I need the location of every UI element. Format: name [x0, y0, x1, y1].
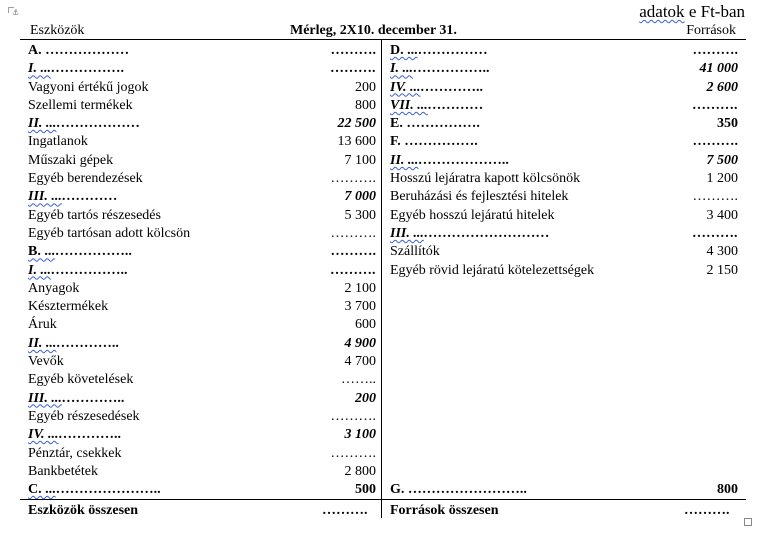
table-top-rule	[20, 39, 746, 40]
row-value: ……….	[692, 134, 738, 150]
row-roman-numeral: II. ...	[28, 335, 57, 351]
row-roman-numeral: I. ...	[390, 61, 413, 77]
liabilities-column	[390, 42, 738, 499]
row-label-text: ……………..	[412, 61, 490, 77]
row-label-text: Műszaki gépek	[28, 152, 114, 168]
row-value: ……….	[330, 445, 376, 461]
row-label-text: Egyéb rövid lejáratú kötelezettségek	[390, 262, 595, 278]
liability-row	[390, 353, 738, 371]
row-label	[390, 97, 484, 115]
assets-column	[28, 42, 376, 499]
row-label	[390, 262, 594, 280]
row-label	[390, 481, 527, 499]
liability-row	[390, 133, 738, 151]
row-value: 3 400	[706, 207, 738, 223]
row-value: 200	[355, 79, 376, 95]
liability-row	[390, 371, 738, 389]
row-label-text: ……………	[417, 43, 488, 58]
row-value: 1 200	[706, 171, 738, 187]
asset-row	[28, 371, 376, 389]
row-label-text: …………..	[420, 79, 484, 95]
row-roman-numeral: II. ...	[28, 116, 57, 132]
row-label-text: E. …………….	[390, 116, 480, 132]
row-value: 5 300	[344, 207, 376, 223]
row-roman-numeral: C. ...	[28, 482, 56, 498]
asset-row	[28, 170, 376, 188]
assets-total-value: ……….	[322, 503, 368, 518]
row-value: ……….	[330, 43, 376, 58]
row-value: 800	[717, 482, 738, 498]
row-label-text: G. ……………………..	[390, 482, 527, 498]
row-roman-numeral: III. ...	[390, 225, 424, 241]
liability-row	[390, 335, 738, 353]
row-value: ……….	[330, 225, 376, 241]
liability-row	[390, 152, 738, 170]
row-label-text: …………..	[58, 427, 122, 443]
row-label	[390, 207, 554, 225]
row-label	[390, 243, 440, 261]
row-label	[390, 188, 568, 206]
liability-row	[390, 225, 738, 243]
row-label-text: A. ………………	[28, 43, 130, 58]
row-roman-numeral: B. ...	[28, 244, 55, 260]
row-value: ……….	[692, 43, 738, 58]
units-note	[639, 2, 745, 22]
row-label	[28, 60, 124, 78]
row-label	[28, 390, 125, 408]
liability-row	[390, 79, 738, 97]
row-label-text: Egyéb berendezések	[28, 171, 143, 187]
row-value: 22 500	[337, 116, 376, 132]
asset-row	[28, 60, 376, 78]
liability-row	[390, 207, 738, 225]
liability-row	[390, 262, 738, 280]
row-label-text: Szállítók	[390, 244, 440, 260]
asset-row	[28, 42, 376, 60]
liability-row	[390, 115, 738, 133]
row-label	[390, 225, 550, 243]
row-roman-numeral: I. ...	[28, 61, 51, 77]
asset-row	[28, 262, 376, 280]
row-label-text: ……………..	[50, 262, 128, 278]
row-label-text: Áruk	[28, 317, 57, 333]
row-label-text: ……………..	[54, 244, 132, 260]
row-value: 500	[355, 482, 376, 498]
row-roman-numeral: III. ...	[28, 390, 62, 406]
row-value: 3 100	[344, 427, 376, 443]
asset-row	[28, 188, 376, 206]
row-roman-numeral: D. ...	[390, 43, 418, 58]
units-word-spellcheck: adatok	[639, 2, 685, 21]
assets-heading: Eszközök	[30, 23, 85, 38]
row-label-text: Pénztár, csekkek	[28, 445, 122, 461]
asset-row	[28, 316, 376, 334]
row-label-text: Szellemi termékek	[28, 97, 133, 113]
liabilities-heading: Források	[686, 23, 736, 38]
row-value: 4 700	[344, 354, 376, 370]
row-label-text: Ingatlanok	[28, 134, 88, 150]
liabilities-total-label: Források összesen	[390, 503, 499, 518]
asset-row	[28, 97, 376, 115]
row-label	[390, 79, 483, 97]
row-label	[28, 298, 108, 316]
row-label	[28, 97, 133, 115]
row-value: ……….	[692, 225, 738, 241]
asset-row	[28, 408, 376, 426]
row-label	[28, 42, 129, 60]
row-value: 350	[717, 116, 738, 132]
asset-row	[28, 280, 376, 298]
asset-row	[28, 426, 376, 444]
row-value: ……….	[330, 171, 376, 187]
liability-row	[390, 243, 738, 261]
row-value: ……….	[330, 61, 376, 77]
row-value: ……….	[330, 244, 376, 260]
row-label	[28, 335, 119, 353]
liability-row	[390, 481, 738, 499]
row-value: 7 000	[344, 189, 376, 205]
row-label	[28, 152, 113, 170]
liability-row	[390, 463, 738, 481]
row-label-text: Késztermékek	[28, 299, 109, 315]
asset-row	[28, 353, 376, 371]
row-label-text: …………	[427, 97, 484, 113]
asset-row	[28, 225, 376, 243]
row-label	[28, 262, 128, 280]
row-label	[28, 243, 132, 261]
asset-row	[28, 390, 376, 408]
row-label	[28, 133, 88, 151]
row-label-text: Vagyoni értékű jogok	[28, 79, 149, 95]
row-label	[28, 170, 143, 188]
row-label	[28, 79, 149, 97]
asset-row	[28, 335, 376, 353]
asset-row	[28, 481, 376, 499]
row-label-text: Egyéb részesedések	[28, 408, 140, 424]
row-label	[28, 408, 140, 426]
row-label	[390, 115, 480, 133]
row-label-text: F. …………….	[390, 134, 478, 150]
liability-row	[390, 426, 738, 444]
liability-row	[390, 316, 738, 334]
row-label-text: …………	[61, 189, 118, 205]
liability-row	[390, 97, 738, 115]
liability-row	[390, 390, 738, 408]
row-label-text: Egyéb tartós részesedés	[28, 207, 161, 223]
row-label	[28, 280, 79, 298]
row-label	[28, 207, 161, 225]
liabilities-total-value: ……….	[684, 503, 730, 518]
row-value: 2 600	[706, 79, 738, 95]
row-value: ……….	[692, 97, 738, 113]
row-label-text: ………………………	[423, 225, 550, 241]
row-label	[28, 463, 98, 481]
row-value: 7 100	[344, 152, 376, 168]
row-value: 200	[355, 390, 376, 406]
liability-row	[390, 188, 738, 206]
row-label	[28, 188, 118, 206]
row-label-text: Egyéb követelések	[28, 372, 134, 388]
liability-row	[390, 298, 738, 316]
row-label	[28, 371, 133, 389]
row-label	[28, 426, 121, 444]
asset-row	[28, 115, 376, 133]
column-divider	[381, 39, 382, 518]
row-value: 2 800	[344, 463, 376, 479]
row-label	[28, 115, 140, 133]
row-label	[28, 353, 64, 371]
row-label-text: Egyéb tartósan adott kölcsön	[28, 225, 191, 241]
row-value: ……….	[330, 408, 376, 424]
row-value: 7 500	[706, 152, 738, 168]
row-roman-numeral: VII. ...	[390, 97, 428, 113]
liability-row	[390, 42, 738, 60]
row-roman-numeral: II. ...	[390, 152, 419, 168]
row-value: 800	[355, 97, 376, 113]
anchor-icon: ⚓	[12, 8, 20, 17]
asset-row	[28, 79, 376, 97]
row-label-text: Beruházási és fejlesztési hitelek	[390, 189, 569, 205]
row-roman-numeral: IV. ...	[390, 79, 421, 95]
row-value: ……..	[341, 372, 376, 388]
row-label-text: Vevők	[28, 354, 64, 370]
liability-row	[390, 280, 738, 298]
row-label	[28, 225, 190, 243]
row-roman-numeral: I. ...	[28, 262, 51, 278]
asset-row	[28, 463, 376, 481]
asset-row	[28, 298, 376, 316]
row-label-text: ………………	[56, 116, 141, 132]
row-label-text: …………..	[61, 390, 125, 406]
row-label-text: Bankbetétek	[28, 463, 98, 479]
row-value: 2 150	[706, 262, 738, 278]
row-roman-numeral: III. ...	[28, 189, 62, 205]
liability-row	[390, 408, 738, 426]
assets-total-label: Eszközök összesen	[28, 503, 139, 518]
row-label	[390, 60, 490, 78]
asset-row	[28, 243, 376, 261]
row-label-text: Egyéb hosszú lejáratú hitelek	[390, 207, 555, 223]
asset-row	[28, 152, 376, 170]
balance-sheet-title: Mérleg, 2X10. december 31.	[290, 23, 457, 38]
asset-row	[28, 133, 376, 151]
units-word: e Ft-ban	[688, 2, 745, 21]
row-label-text: Hosszú lejáratra kapott kölcsönök	[390, 171, 581, 187]
row-label	[28, 445, 122, 463]
row-value: 600	[355, 317, 376, 333]
row-label-text: …………..	[56, 335, 120, 351]
row-label-text: …………….	[50, 61, 125, 77]
liability-row	[390, 445, 738, 463]
row-value: ……….	[330, 262, 376, 278]
liability-row	[390, 60, 738, 78]
liability-row	[390, 170, 738, 188]
row-label	[28, 481, 161, 499]
asset-row	[28, 207, 376, 225]
row-value: 2 100	[344, 280, 376, 296]
resize-handle[interactable]	[744, 518, 752, 526]
row-roman-numeral: IV. ...	[28, 427, 59, 443]
row-label	[390, 133, 478, 151]
row-label	[28, 316, 57, 334]
row-label	[390, 170, 580, 188]
row-label-text: Anyagok	[28, 280, 80, 296]
row-value: 3 700	[344, 299, 376, 315]
row-value: ……….	[692, 189, 738, 205]
row-label	[390, 152, 509, 170]
asset-row	[28, 445, 376, 463]
row-label	[390, 42, 488, 60]
row-value: 4 900	[344, 335, 376, 351]
row-value: 41 000	[699, 61, 738, 77]
row-value: 4 300	[706, 244, 738, 260]
row-label-text: ………………..	[418, 152, 510, 168]
row-label-text: …………………..	[55, 482, 161, 498]
row-value: 13 600	[337, 134, 376, 150]
